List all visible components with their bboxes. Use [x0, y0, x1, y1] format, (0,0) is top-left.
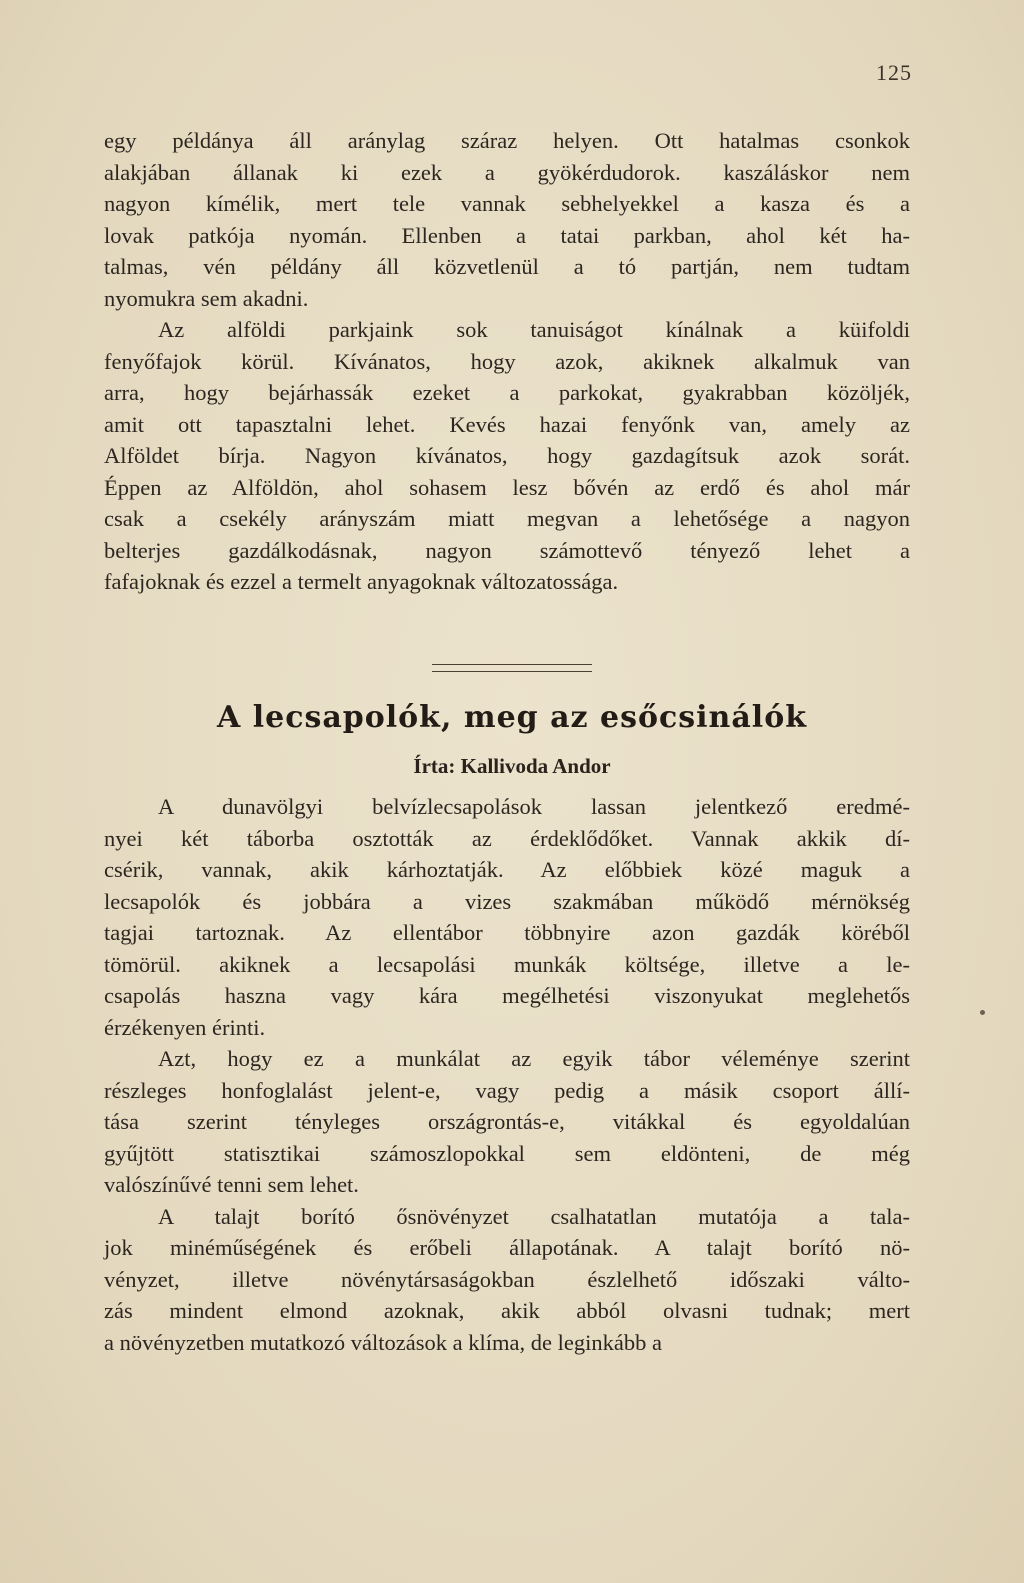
text-line: nyomukra sem akadni.: [104, 285, 309, 311]
text-line: lovak patkója nyomán. Ellenben a tatai parkban, ahol két ha-: [104, 222, 910, 248]
text-line: nyei két táborba osztották az érdeklődőket. Vannak akkik dí-: [104, 825, 910, 851]
text-line: csapolás haszna vagy kára megélhetési viszonyukat meglehetős: [104, 983, 910, 1008]
section-divider-line: [432, 671, 592, 672]
text-line: arra, hogy bejárhassák ezeket a parkokat, gyakrabban közöljék,: [104, 380, 910, 405]
paragraph: [104, 1201, 910, 1359]
text-line: fafajoknak és ezzel a termelt anyagoknak változatossága.: [104, 569, 619, 594]
article-body: [104, 791, 910, 1358]
section-continued-text: [104, 125, 910, 598]
text-line: Azt, hogy ez a munkálat az egyik tábor véleménye szerint: [158, 1046, 910, 1071]
section-divider-line: [432, 664, 592, 665]
text-line: fenyőfajok körül. Kívánatos, hogy azok, akiknek alkalmuk van: [104, 348, 910, 374]
text-line: tása szerint tényleges országrontás-e, vitákkal és egyoldalúan: [104, 1109, 910, 1134]
text-line: Az alföldi parkjaink sok tanuiságot kínálnak a küifoldi: [158, 317, 910, 342]
margin-speck: [980, 1010, 985, 1015]
text-line: vényzet, illetve növénytársaságokban észlelhető időszaki válto-: [104, 1266, 910, 1292]
text-line: alakjában állanak ki ezek a gyökérdudorok. kaszáláskor nem: [104, 159, 910, 185]
paragraph: [104, 125, 910, 314]
page-number: 125: [876, 60, 912, 85]
text-line: lecsapolók és jobbára a vizes szakmában működő mérnökség: [104, 888, 910, 914]
article-author: Írta: Kallivoda Andor: [413, 754, 611, 778]
text-line: amit ott tapasztalni lehet. Kevés hazai fenyőnk van, amely az: [104, 411, 910, 437]
text-line: csérik, vannak, akik kárhoztatják. Az előbbiek közé maguk a: [104, 857, 910, 882]
paragraph: [104, 791, 910, 1043]
text-line: talmas, vén példány áll közvetlenül a tó partján, nem tudtam: [104, 254, 910, 279]
text-line: tömörül. akiknek a lecsapolási munkák költsége, illetve a le-: [104, 951, 910, 977]
text-line: csak a csekély arányszám miatt megvan a lehetősége a nagyon: [104, 506, 910, 531]
article-title: A lecsapolók, meg az esőcsinálók: [216, 700, 808, 735]
text-line: jok minéműségének és erőbeli állapotának. A talajt borító nö-: [104, 1235, 910, 1260]
text-line: a növényzetben mutatkozó változások a klíma, de leginkább a: [104, 1329, 662, 1355]
text-line: egy példánya áll aránylag száraz helyen. Ott hatalmas csonkok: [104, 128, 910, 153]
text-line: zás mindent elmond azoknak, akik abból olvasni tudnak; mert: [104, 1298, 910, 1323]
text-line: A dunavölgyi belvízlecsapolások lassan jelentkező eredmé-: [158, 794, 910, 819]
text-line: gyűjtött statisztikai számoszlopokkal sem eldönteni, de még: [104, 1140, 910, 1166]
text-line: Éppen az Alföldön, ahol sohasem lesz bővén az erdő és ahol már: [104, 474, 910, 500]
text-line: érzékenyen érinti.: [104, 1014, 266, 1040]
text-line: A talajt borító ősnövényzet csalhatatlan mutatója a tala-: [158, 1203, 910, 1229]
paragraph: [104, 1043, 910, 1201]
text-line: Alföldet bírja. Nagyon kívánatos, hogy gazdagítsuk azok sorát.: [104, 443, 910, 468]
text-line: részleges honfoglalást jelent-e, vagy pedig a másik csoport állí-: [104, 1077, 910, 1103]
paragraph: [104, 314, 910, 598]
text-line: nagyon kímélik, mert tele vannak sebhelyekkel a kasza és a: [104, 191, 910, 216]
text-line: tagjai tartoznak. Az ellentábor többnyire azon gazdák köréből: [104, 920, 910, 945]
text-line: valószínűvé tenni sem lehet.: [104, 1172, 359, 1197]
text-line: belterjes gazdálkodásnak, nagyon számottevő tényező lehet a: [104, 537, 910, 563]
